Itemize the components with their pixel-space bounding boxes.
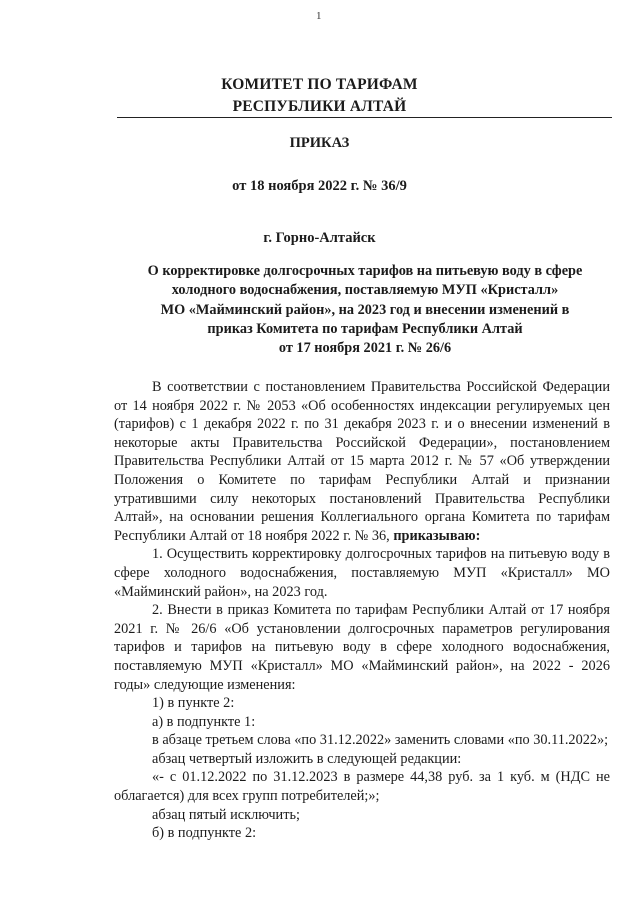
item-2-paragraph: 2. Внести в приказ Комитета по тарифам Республики Алтай от 17 ноября 2021 г. № 26/6 «Об установлении долгосрочных параметров регулирования тарифов и тарифов на питьевую воду в сфере холодного водоснабжения, поставляемую МУП «Кристалл» МО «Майминский район», на 2022 - 2026 годы» следующие изменения: [114, 602, 610, 693]
committee-name-line1: КОМИТЕТ ПО ТАРИФАМ [221, 76, 418, 93]
subject-line-2: холодного водоснабжения, поставляемую МУП «Кристалл» [171, 282, 559, 299]
paragraph-5-amendment: абзац пятый исключить; [152, 806, 300, 823]
committee-name-line2: РЕСПУБЛИКИ АЛТАЙ [232, 98, 407, 115]
page-number-mark: 1 [316, 10, 322, 22]
order-word: приказываю: [393, 527, 481, 544]
document-body [114, 378, 610, 843]
subitem-1b-paragraph: б) в подпункте 2: [152, 825, 257, 842]
preamble-paragraph [114, 378, 610, 545]
paragraph-3-amendment: в абзаце третьем слова «по 31.12.2022» заменить словами «по 30.11.2022»; [152, 732, 609, 749]
document-type-title: ПРИКАЗ [289, 135, 350, 151]
document-city: г. Горно-Алтайск [263, 230, 376, 246]
document-subject-title [115, 262, 615, 358]
new-wording-quote: «- с 01.12.2022 по 31.12.2023 в размере 44,38 руб. за 1 куб. м (НДС не облагается) для всех групп потребителей;»; [114, 769, 610, 805]
subject-line-1: О корректировке долгосрочных тарифов на питьевую воду в сфере [147, 263, 583, 279]
preamble-text: В соответствии с постановлением Правительства Российской Федерации от 14 ноября 2022 г. № 2053 «Об особенностях индексации регулируемых цен (тарифов) с 1 декабря 2022 г. по 31 декабря 2023 г. и о внесении изменений в некоторые акты Правительства Российской Федерации», постановлением Правительства Республики Алтай от 15 марта 2012 г. № 57 «Об утверждении Положения о Комитете по тарифам Республики Алтай и признании утратившими силу некоторых постановлений Правительства Республики Алтай», на основании решения Коллегиального органа Комитета по тарифам Республики Алтай от 18 ноября 2022 г. № 36, [114, 379, 610, 544]
header-divider [117, 117, 612, 118]
subitem-1a-paragraph: а) в подпункте 1: [152, 713, 256, 730]
item-1-paragraph: 1. Осуществить корректировку долгосрочных тарифов на питьевую воду в сфере холодного водоснабжения, поставляемую МУП «Кристалл» МО «Майминский район», на 2023 год. [114, 546, 610, 600]
paragraph-4-amendment: абзац четвертый изложить в следующей редакции: [152, 750, 462, 767]
subitem-1-paragraph: 1) в пункте 2: [152, 695, 235, 712]
document-date-number: от 18 ноября 2022 г. № 36/9 [232, 178, 407, 194]
subject-line-5: от 17 ноября 2021 г. № 26/6 [278, 340, 452, 357]
subject-line-4: приказ Комитета по тарифам Республики Алтай [207, 320, 523, 337]
subject-line-3: МО «Майминский район», на 2023 год и внесении изменений в [160, 301, 570, 318]
